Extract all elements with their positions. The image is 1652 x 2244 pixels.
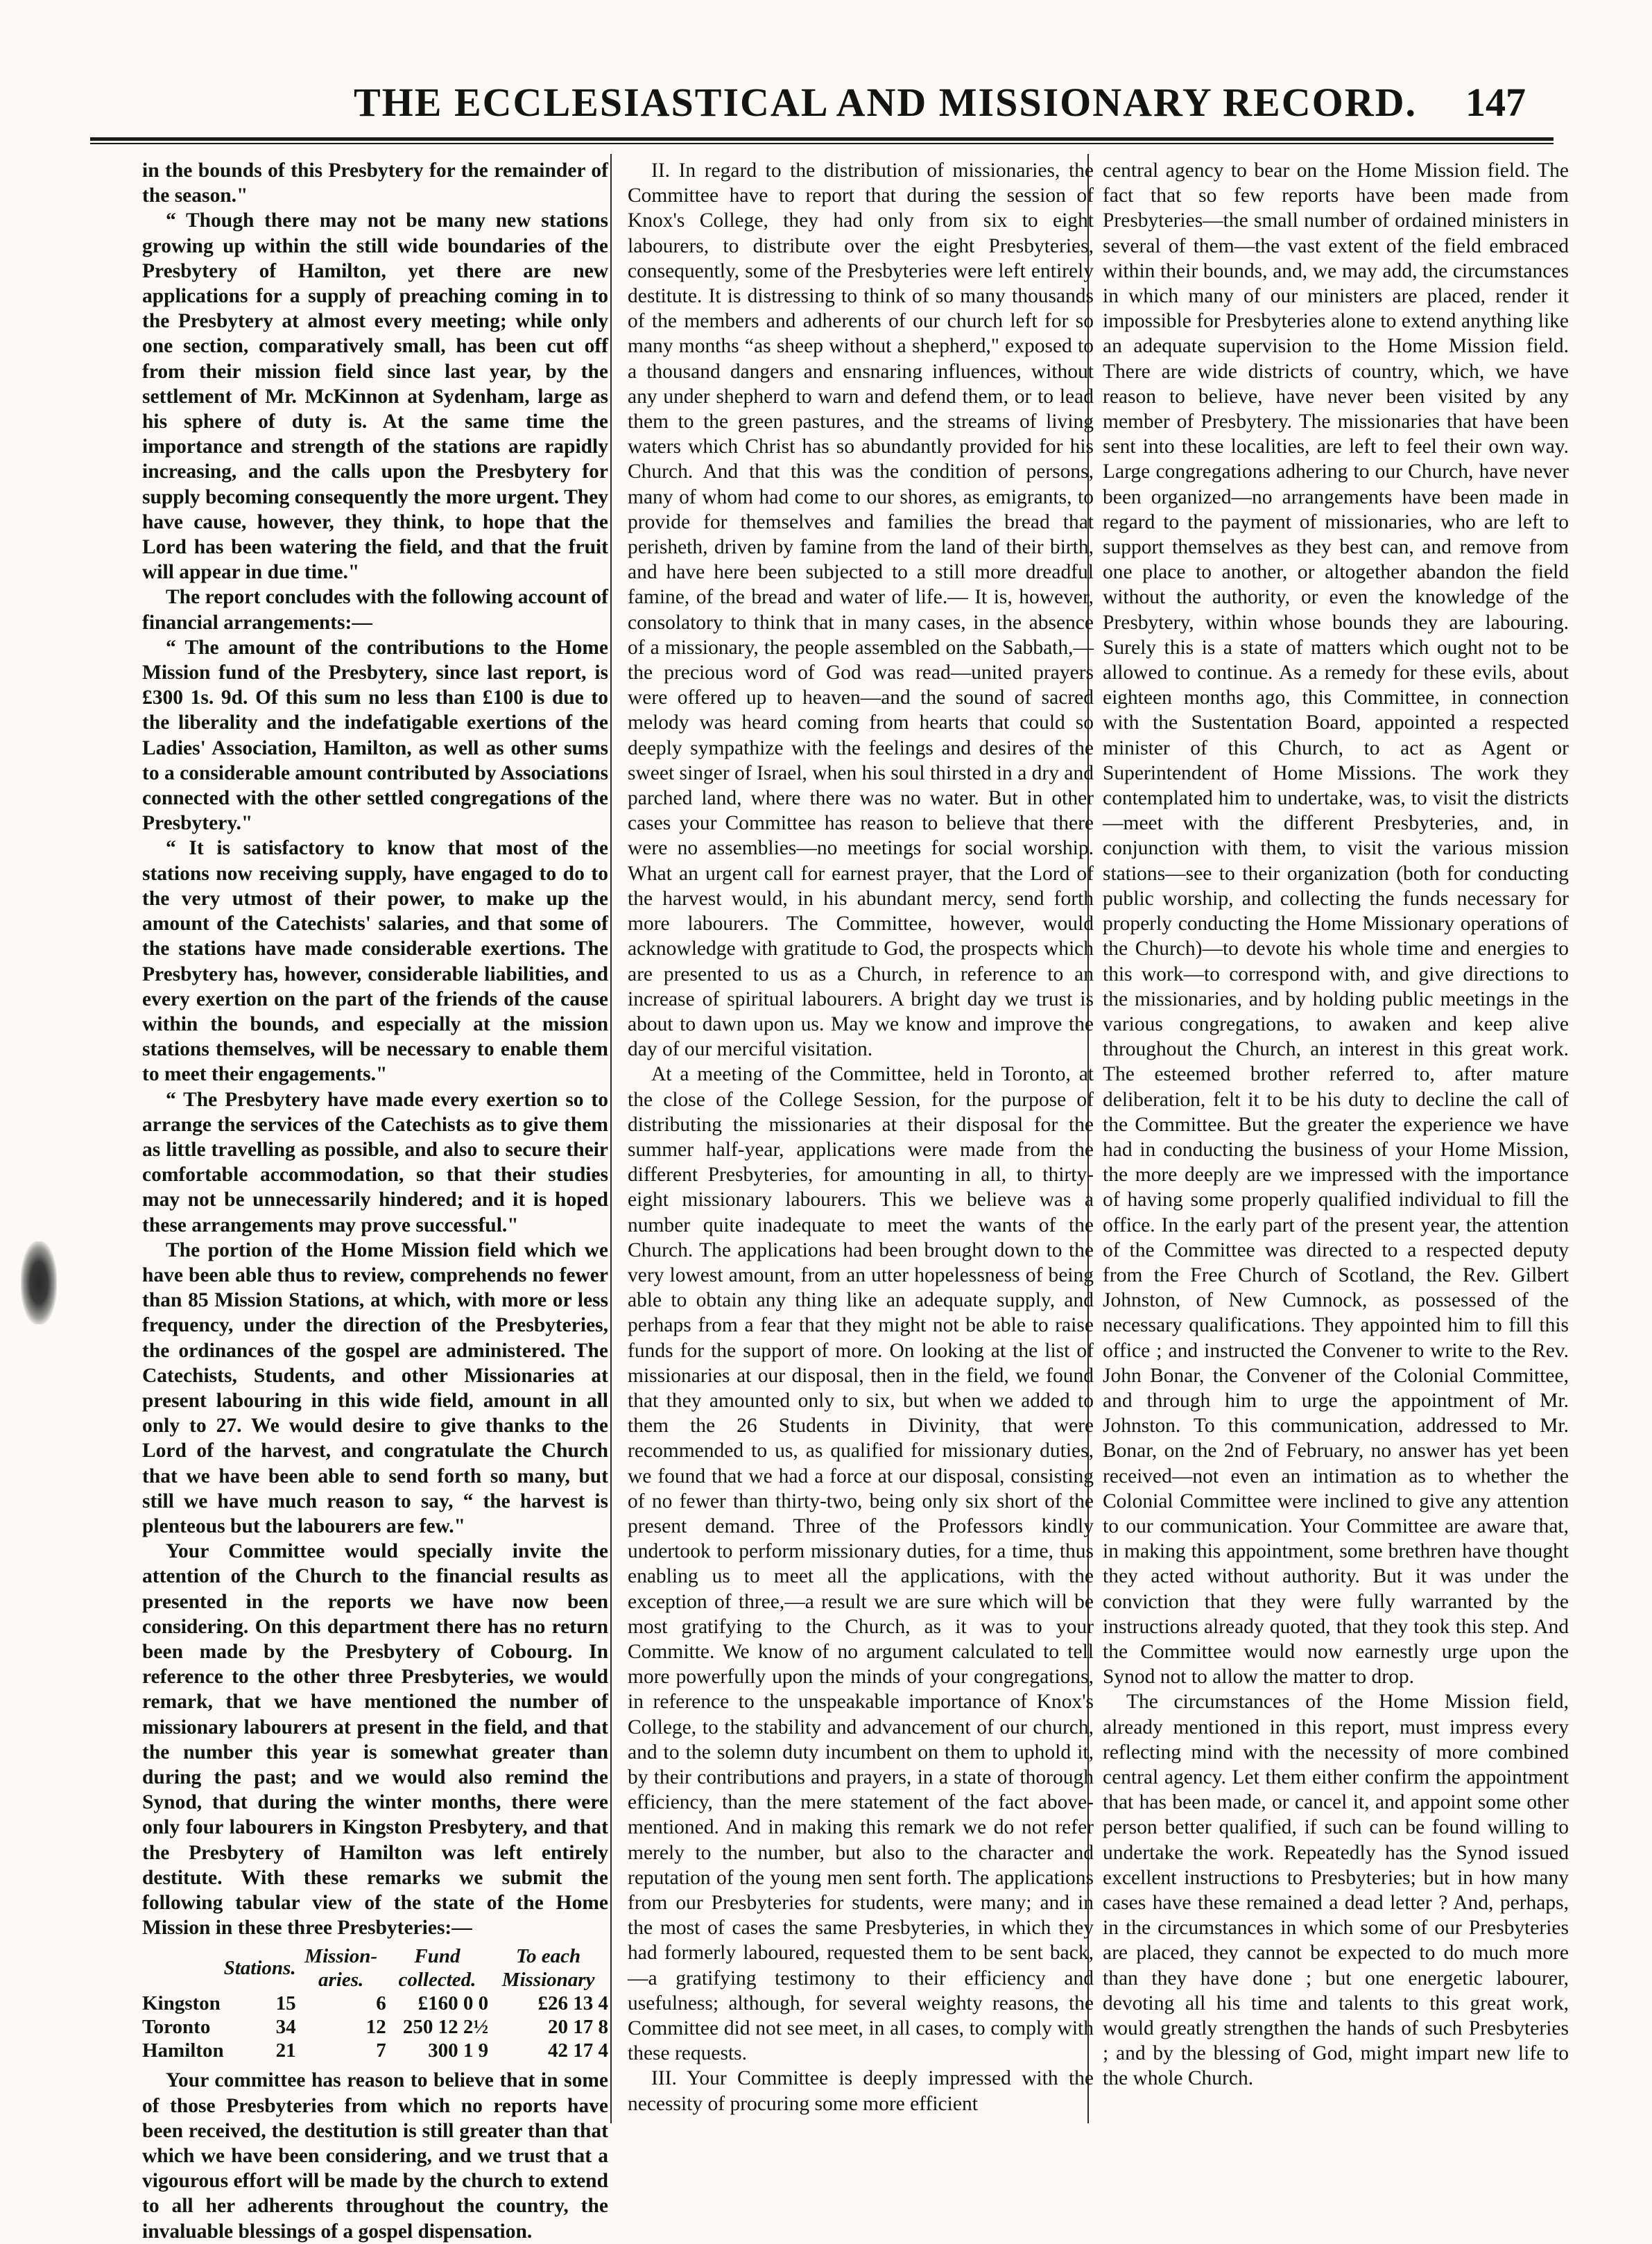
paragraph: At a meeting of the Committee, held in Toronto, at the close of the College Session, for the purpose of distributing the missionaries at their disposal for the summer half-year, applications were made from the different Presbyteries, for amounting in all, to thirty-eight missionary labourers. This we believe was a number quite inadequate to meet the wants of the Church. The applications had been brought down to the very lowest amount, from an utter hopelessness of being able to obtain any thing like an adequate supply, and perhaps from a fear that they might not be able to raise funds for the support of more. On looking at the list of missionaries at our disposal, then in the field, we found that they amounted only to six, but when we added to them the 26 Students in Divinity, that were recommended to us, as qualified for missionary duties, we found that we had a force at our disposal, consisting of no fewer than thirty-two, being only six short of the present demand. Three of the Professors kindly undertook to perform missionary duties, for a time, thus enabling us to meet all the applications, with the exception of three,—a result we are sure which will be most gratifying to the Church, as it was to your Committe. We know of no argument calculated to tell more powerfully upon the minds of your congregations, in reference to the unspeakable importance of Knox's College, to the stability and advancement of our church, and to the solemn duty incumbent on them to uphold it, by their contributions and prayers, in a state of thorough efficiency, than the mere statement of the fact above-mentioned. And in making this remark we do not refer merely to the number, but also to the character and reputation of the young men sent forth. The applications from our Presbyteries for students, were many; and in the most of cases the same Presbyteries, in which they had formerly laboured, requested them to be sent back,—a gratifying testimony to their efficiency and usefulness; although, for several weighty reasons, the Committee did not see meet, in all cases, to comply with these requests. — [628, 1063, 1094, 2065]
table-header: Fund collected. — [398, 1945, 476, 1992]
paragraph: The portion of the Home Mission field which we have been able thus to review, comprehends no fewer than 85 Mission Stations, at which, with more or less frequency, under the direction of the Presbyteries, the ordinances of the gospel are administered. The Catechists, Students, and other Missionaries at present labouring in this wide field, amount in all only to 27. We would desire to give thanks to the Lord of the harvest, and congratulate the Church that we have been able to send forth so many, but still we have much reason to say, “ the harvest is plenteous but the labourers are few." — [142, 1238, 608, 1537]
each-cell: £26 13 4 — [537, 1992, 608, 2015]
paragraph: The report concludes with the following account of financial arrangements:— — [142, 586, 608, 634]
table-header — [142, 1944, 224, 1992]
header-rule — [90, 137, 1554, 141]
header-rule-thin — [90, 143, 1554, 144]
fund-cell: 250 12 2½ — [402, 2016, 489, 2039]
missionaries-cell: 6 — [376, 1992, 386, 2015]
paragraph: Your committee has reason to believe that in some of those Presbyteries from which no reports have been received, the destitution is still greater than that which we have been considering, and we trust that a vigourous effort will be made by the church to extend to all her adherents throughout the country, the invaluable blessings of a gospel dispensation. — [142, 2069, 608, 2243]
paragraph: “ The Presbytery have made every exertion so to arrange the services of the Catechists as to give them as little travelling as possible, and also to secure their comfortable accommodation, so that their studies may not be unnecessarily hindered; and it is hoped these arrangements may prove successful." — [142, 1088, 608, 1236]
column-right — [1103, 158, 1569, 2128]
column-divider — [610, 154, 612, 2123]
table-header: Stations. — [223, 1957, 296, 1980]
fund-cell: £160 0 0 — [418, 1992, 489, 2015]
paragraph: III. Your Committee is deeply impressed with the necessity of procuring some more efficient — [628, 2067, 1094, 2115]
stations-cell: 15 — [275, 1992, 296, 2015]
table-header: Mission-aries. — [304, 1945, 378, 1992]
ink-blot — [21, 1241, 57, 1324]
paragraph: “ Though there may not be many new stations growing up within the still wide boundaries of the Presbytery of Hamilton, yet there are new applications for a supply of preaching coming in to the Presbytery at almost every meeting; while only one section, comparatively small, has been cut off from their mission field since last year, by the settlement of Mr. McKinnon at Sydenham, large as his sphere of duty is. At the same time the importance and strength of the stations are rapidly increasing, and the calls upon the Presbytery for supply becoming consequently the more urgent. They have cause, however, they think, to hope that the Lord has been watering the field, and that the fruit will appear in due time." — [142, 209, 608, 584]
fund-cell: 300 1 9 — [428, 2039, 489, 2062]
table-row — [142, 2015, 608, 2039]
paragraph: central agency to bear on the Home Mission field. The fact that so few reports have been made from Presbyteries—the small number of ordained ministers in several of them—the vast extent of the field embraced within their bounds, and, we may add, the circumstances in which many of our ministers are placed, render it impossible for Presbyteries alone to extend anything like an adequate supervision to the Home Mission field. There are wide districts of country, which, we have reason to believe, have never been visited by any member of Presbytery. The missionaries that have been sent into these localities, are left to feel their own way. Large congregations adhering to our Church, have never been organized—no arrangements have been made in regard to the payment of missionaries, who are left to support themselves as they best can, and remove from one place to another, or altogether abandon the field without the authority, or even the knowledge of the Presbytery, within whose bounds they are labouring. Surely this is a state of matters which ought not to be allowed to continue. As a remedy for these evils, about eighteen months ago, this Committee, in connection with the Sustentation Board, appointed a respected minister of this Church, to act as Agent or Superintendent of Home Missions. The work they contemplated him to undertake, was, to visit the districts—meet with the different Presbyteries, and, in conjunction with them, to visit the various mission stations—see to their organization (both for conducting public worship, and collecting the funds necessary for properly conducting the Home Missionary operations of the Church)—to devote his whole time and energies to this work—to correspond with, and give directions to the missionaries, and by holding public meetings in the various congregations, to awaken and keep alive throughout the Church, an interest in this great work. The esteemed brother referred to, after mature deliberation, felt it to be his duty to decline the call of the Committee. But the greater the experience we have had in conducting the business of your Home Mission, the more deeply are we impressed with the importance of having some properly qualified individual to fill the office. In the early part of the present year, the attention of the Committee was directed to a respected deputy from the Free Church of Scotland, the Rev. Gilbert Johnston, of New Cumnock, as possessed of the necessary qualifications. They appointed him to fill this office ; and instructed the Convener to write to the Rev. John Bonar, the Convener of the Colonial Committee, and through him to urge the appointment of Mr. Johnston. To this communication, addressed to Mr. Bonar, on the 2nd of February, no answer has yet been received—not even an intimation as to whether the Colonial Committee were inclined to give any attention to our communication. Your Committee are aware that, in making this appointment, some brethren have thought they acted without authority. But it was under the conviction that they were fully warranted by the instructions already quoted, that they took this step. And the Committee would now earnestly urge upon the Synod not to allow the matter to drop. — [1103, 159, 1569, 1689]
table-row — [142, 2039, 608, 2062]
paragraph: Your Committee would specially invite the attention of the Church to the financial results as presented in the reports we have now been considering. On this department there has no return been made by the Presbytery of Cobourg. In reference to the other three Presbyteries, we would remark, that we have mentioned the number of missionary labourers at present in the field, and that the number this year is somewhat greater than during the past; and we would also remind the Synod, that during the winter months, there were only four labourers in Kingston Presbytery, and that the Presbytery of Hamilton was left entirely destitute. With these remarks we submit the following tabular view of the state of the Home Mission in these three Presbyteries:— — [142, 1540, 608, 1940]
stations-cell: 21 — [275, 2039, 296, 2062]
each-cell: 42 17 4 — [548, 2039, 608, 2062]
paragraph: “ It is satisfactory to know that most of the stations now receiving supply, have engaged to do to the very utmost of their power, to make up the amount of the Catechists' salaries, and that some of the stations have made considerable exertions. The Presbytery has, however, considerable liabilities, and every exertion on the part of the friends of the cause within the bounds, and especially at the mission stations themselves, will be necessary to enable them to meet their engagements." — [142, 837, 608, 1086]
page-header — [90, 76, 1554, 132]
table-header: To each Missionary — [501, 1945, 595, 1992]
mission-table — [142, 1944, 608, 2062]
paragraph: The circumstances of the Home Mission field, already mentioned in this report, must impress every reflecting mind with the necessity of more combined central agency. Let them either confirm the appointment that has been made, or cancel it, and appoint some other person better qualified, if such can be found willing to undertake the work. Repeatedly has the Synod issued excellent instructions to Presbyteries; but in how many cases have these remained a dead letter ? And, perhaps, in the circumstances in which some of our Presbyteries are placed, they cannot be expected to do much more than they have done ; but one energetic labourer, devoting all his time and talents to this great work, would greatly strengthen the hands of such Presbyteries ; and by the blessing of God, might impart new life to the whole Church. — [1103, 1691, 1569, 2090]
column-left — [142, 158, 608, 2243]
presbytery-name: Hamilton — [142, 2039, 224, 2062]
table-row — [142, 1992, 608, 2015]
each-cell: 20 17 8 — [548, 2016, 608, 2039]
paragraph: in the bounds of this Presbytery for the remainder of the season." — [142, 159, 608, 207]
missionaries-cell: 12 — [365, 2016, 386, 2039]
missionaries-cell: 7 — [376, 2039, 386, 2062]
presbytery-name: Toronto — [142, 2016, 211, 2039]
presbytery-name: Kingston — [142, 1992, 221, 2015]
paragraph: II. In regard to the distribution of missionaries, the Committee have to report that during the session of Knox's College, they had only from six to eight labourers, to distribute over the eight Presbyteries, consequently, some of the Presbyteries were left entirely destitute. It is distressing to think of so many thousands of the members and adherents of our church left for so many months “as sheep without a shepherd," exposed to a thousand dangers and ensnaring influences, without any under shepherd to warn and defend them, or to lead them to the green pastures, and the streams of living waters which Christ has so abundantly provided for his Church. And that this was the condition of persons, many of whom had come to our shores, as emigrants, to provide for themselves and families the bread that perisheth, driven by famine from the land of their birth, and have here been subjected to a still more dreadful famine, of the bread and water of life.— It is, however, consolatory to think that in many cases, in the absence of a missionary, the people assembled on the Sabbath,—the precious word of God was read—united prayers were offered up to heaven—and the sound of sacred melody was heard coming from hearts that could so deeply sympathize with the feelings and desires of the sweet singer of Israel, when his soul thirsted in a dry and parched land, where there was no water. But in other cases your Committee has reason to believe that there were no assemblies—no meetings for social worship. What an urgent call for earnest prayer, that the Lord of the harvest would, in his abundant mercy, send forth more labourers. The Committee, however, would acknowledge with gratitude to God, the prospects which are presented to us as a Church, in reference to an increase of spiritual labourers. A bright day we trust is about to dawn upon us. May we know and improve the day of our merciful visitation. — [628, 159, 1094, 1061]
paragraph: “ The amount of the contributions to the Home Mission fund of the Presbytery, since last report, is £300 1s. 9d. Of this sum no less than £100 is due to the liberality and the indefatigable exertions of the Ladies' Association, Hamilton, as well as other sums to a considerable amount contributed by Associations connected with the other settled congregations of the Presbytery." — [142, 636, 608, 835]
page-number: 147 — [1465, 80, 1526, 125]
column-middle — [628, 158, 1094, 2128]
stations-cell: 34 — [275, 2016, 296, 2039]
running-title: THE ECCLESIASTICAL AND MISSIONARY RECORD. — [354, 80, 1417, 125]
table-header-row — [142, 1944, 608, 1992]
